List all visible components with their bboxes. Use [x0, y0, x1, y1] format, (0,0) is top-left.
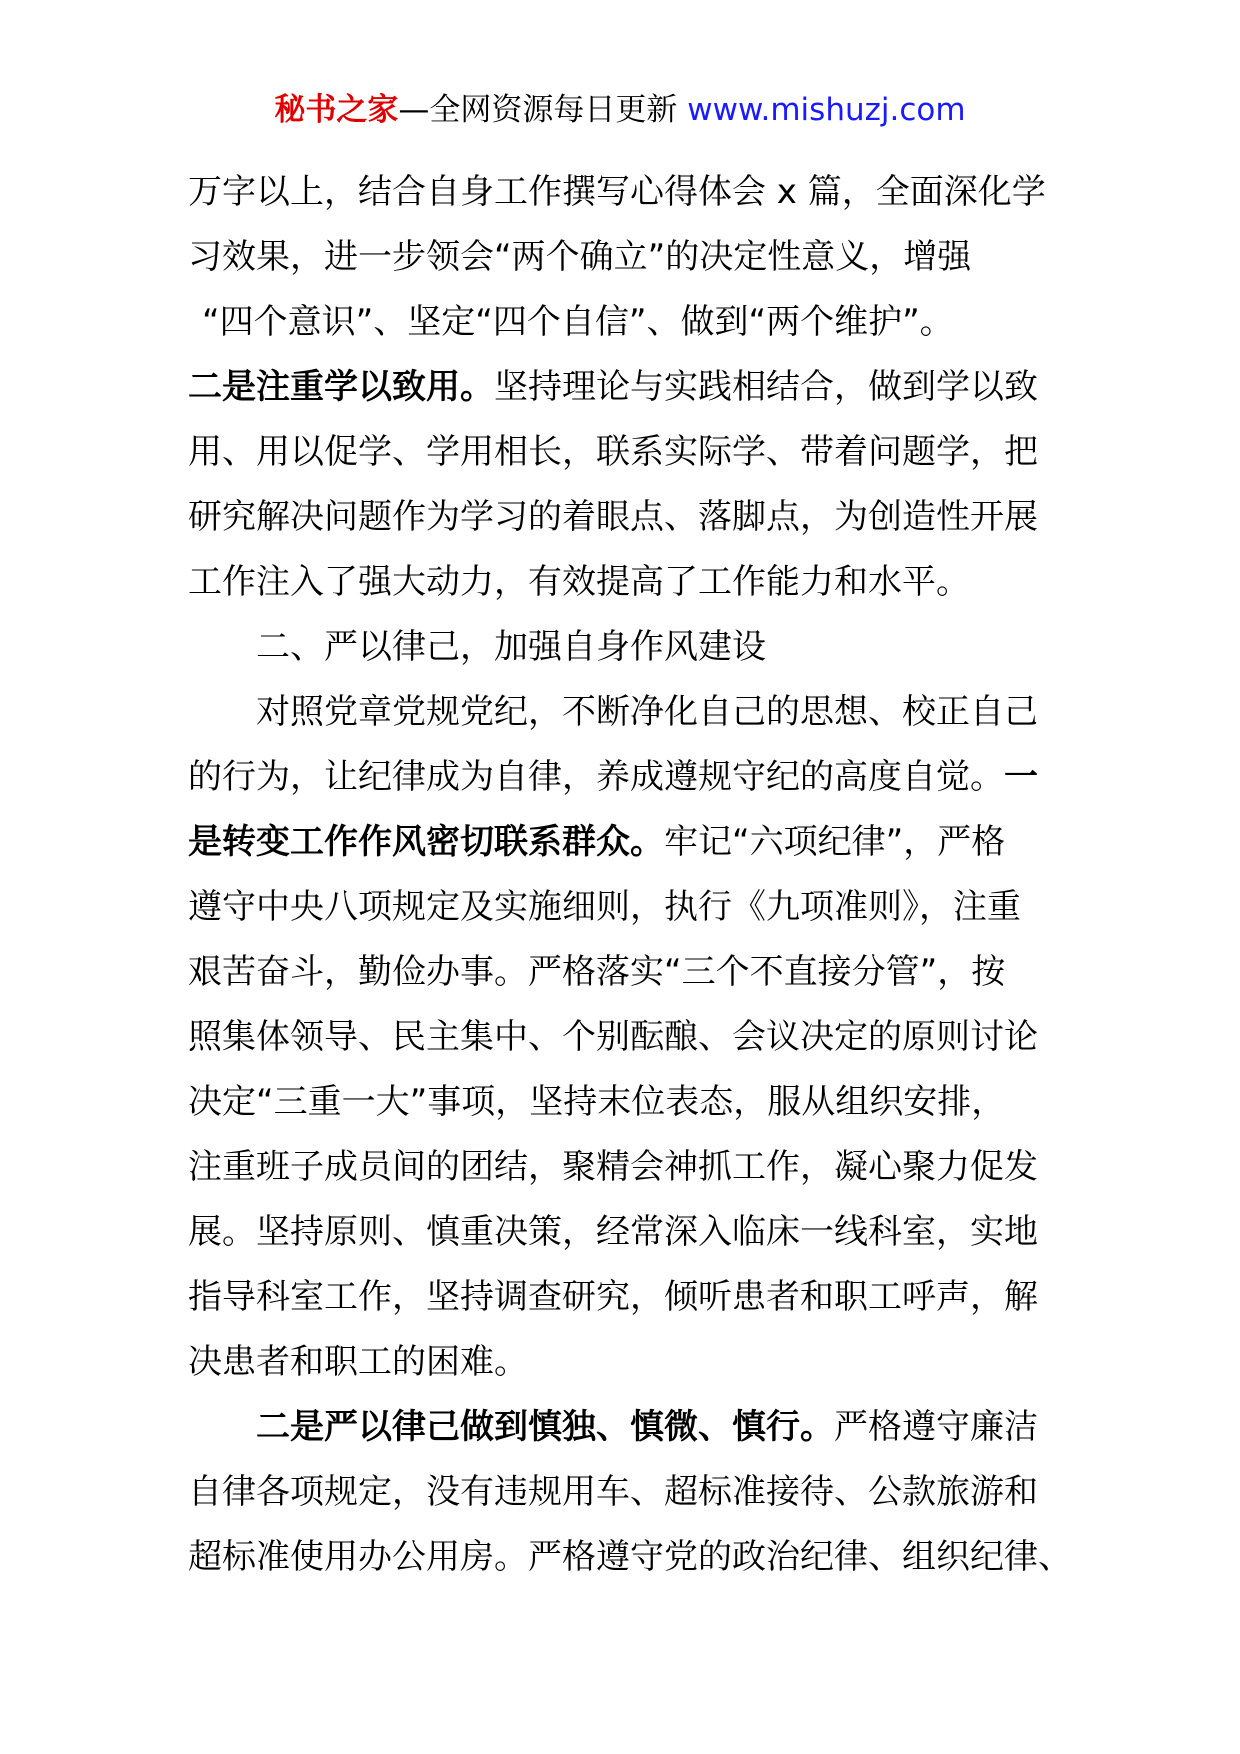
bold-heading: 是转变工作作风密切联系群众。: [188, 822, 664, 862]
text-line: 决患者和职工的困难。: [188, 1342, 528, 1382]
site-brand: 秘书之家: [274, 92, 399, 128]
text-line: 研究解决问题作为学习的着眼点、落脚点，为创造性开展: [188, 497, 1038, 537]
text-segment: 的行为，让纪律成为自律，养成遵规守纪的高度自觉。: [188, 757, 1004, 797]
text-line: 超标准使用办公用房。严格遵守党的政治纪律、组织纪律、: [188, 1537, 1072, 1577]
site-url-link[interactable]: www.mishuzj.com: [687, 92, 966, 128]
text-line: 注重班子成员间的团结，聚精会神抓工作，凝心聚力促发: [188, 1147, 1038, 1187]
text-line: 万字以上，结合自身工作撰写心得体会 x 篇，全面深化学: [188, 172, 1046, 212]
text-line: [188, 810, 1048, 875]
text-line: 习效果，进一步领会“两个确立”的决定性意义，增强: [188, 237, 972, 277]
document-body: [188, 160, 1072, 1590]
site-header: [0, 86, 1240, 134]
text-line: 决定“三重一大”事项，坚持末位表态，服从组织安排，: [188, 1082, 1006, 1122]
text-line: “四个意识”、坚定“四个自信”、做到“两个维护”。: [202, 302, 954, 342]
text-line: 指导科室工作，坚持调查研究，倾听患者和职工呼声，解: [188, 1277, 1038, 1317]
text-line: [188, 745, 1048, 810]
text-line: 照集体领导、民主集中、个别酝酿、会议决定的原则讨论: [188, 1017, 1038, 1057]
text-line: 展。坚持原则、慎重决策，经常深入临床一线科室，实地: [188, 1212, 1038, 1252]
bold-heading: 二是注重学以致用。: [188, 367, 494, 407]
bold-heading: 一: [1004, 757, 1038, 797]
text-line: [188, 1395, 1048, 1460]
site-slogan: —全网资源每日更新: [398, 92, 688, 128]
text-line: 用、用以促学、学用相长，联系实际学、带着问题学，把: [188, 432, 1038, 472]
text-segment: 牢记“六项纪律”，严格: [664, 822, 1006, 862]
text-line: 遵守中央八项规定及实施细则，执行《九项准则》，注重: [188, 887, 1021, 927]
text-line: [188, 355, 1048, 420]
bold-heading: 二是严以律己做到慎独、慎微、慎行。: [256, 1407, 834, 1447]
text-segment: 严格遵守廉洁: [834, 1407, 1038, 1447]
section-heading: 二、严以律己，加强自身作风建设: [256, 627, 766, 667]
text-line: 工作注入了强大动力，有效提高了工作能力和水平。: [188, 562, 970, 602]
text-line: 自律各项规定，没有违规用车、超标准接待、公款旅游和: [188, 1472, 1038, 1512]
text-segment: 坚持理论与实践相结合，做到学以致: [494, 367, 1038, 407]
text-line: 艰苦奋斗，勤俭办事。严格落实“三个不直接分管”，按: [188, 952, 1006, 992]
text-line: 对照党章党规党纪，不断净化自己的思想、校正自己: [256, 692, 1038, 732]
